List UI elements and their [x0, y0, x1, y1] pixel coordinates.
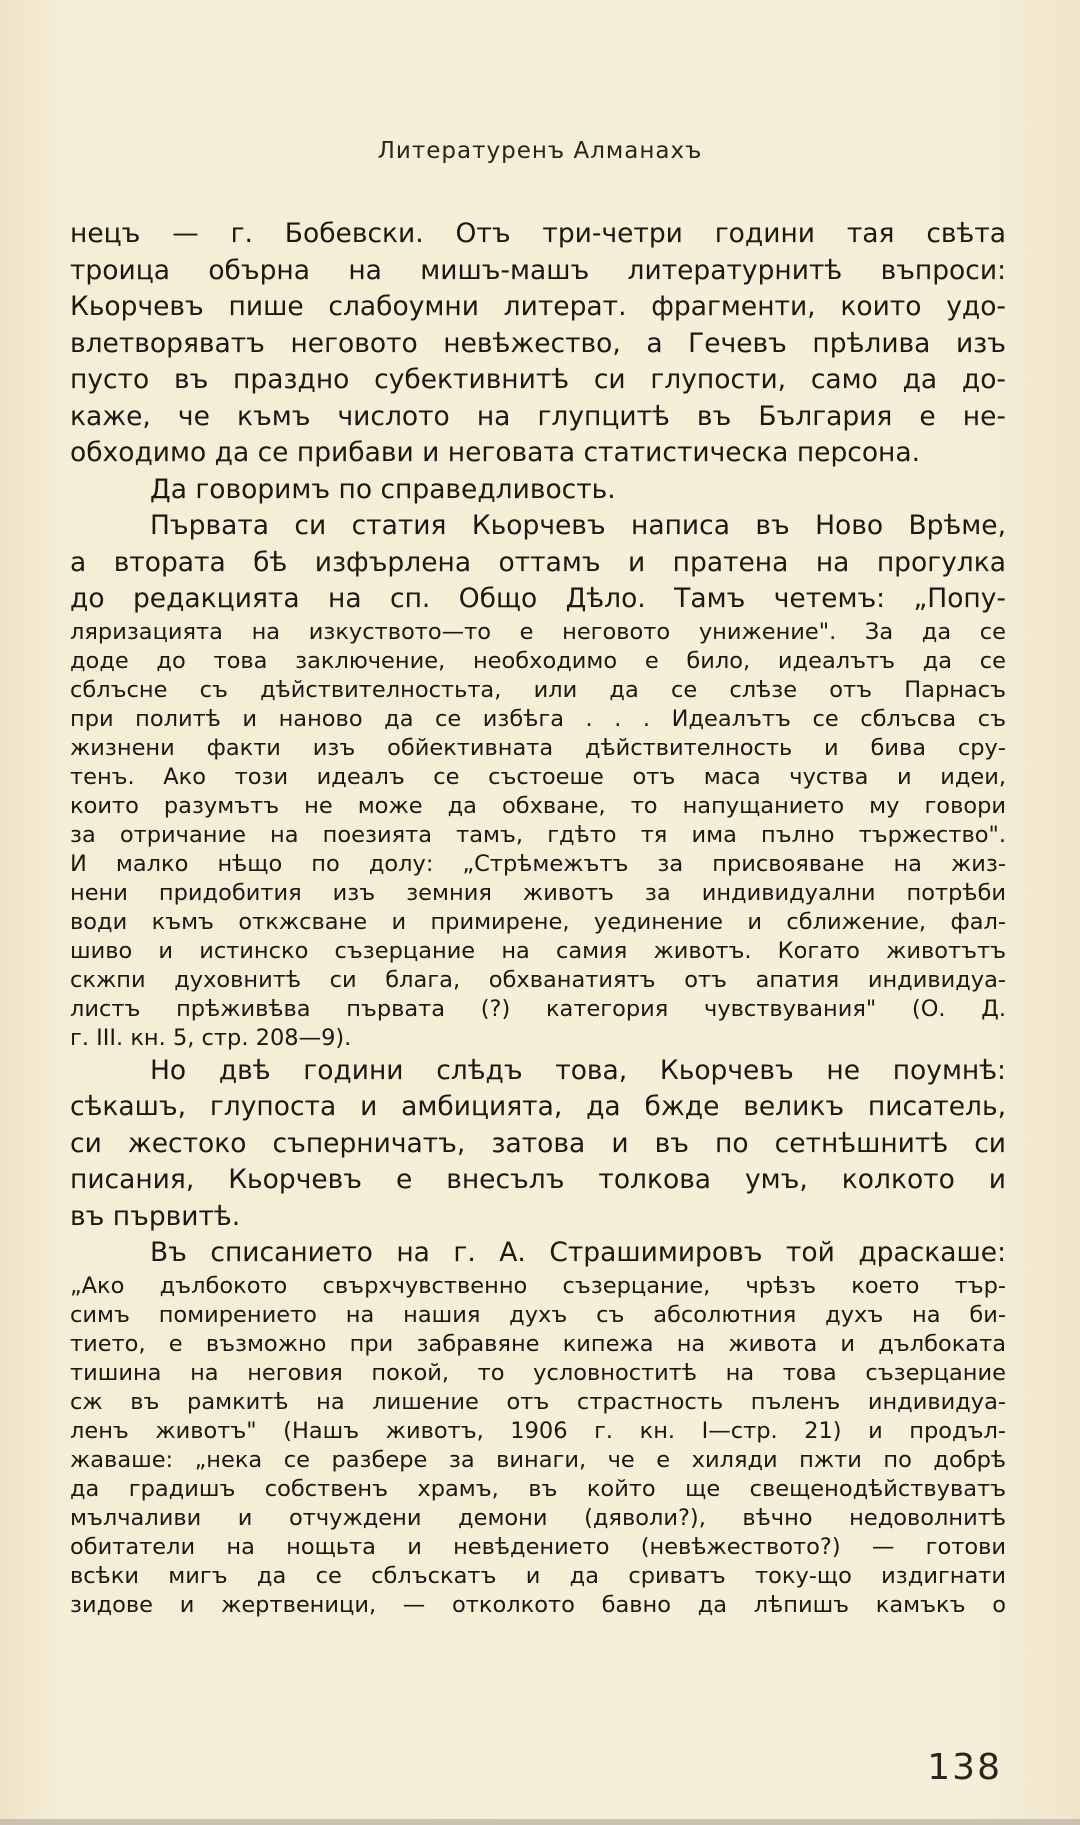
text-line: Първата си статия Кьорчевъ написа въ Ново Врѣме,: [150, 510, 1006, 541]
text-line: писания, Кьорчевъ е внесълъ толкова умъ, колкото и: [70, 1164, 1006, 1195]
quote-line: листъ прѣживѣва първата (?) категория чувствувания" (О. Д.: [70, 995, 1006, 1022]
quote-line: води къмъ откжсване и примирене, уединение и сближение, фал-: [70, 908, 1006, 935]
quote-line: за отричание на поезията тамъ, гдѣто тя има пълно тържество".: [70, 821, 1006, 848]
quote-line: жаваше: „нека се разбере за винаги, че е хиляди пжти по добрѣ: [70, 1446, 1006, 1473]
quote-line: обитатели на нощьта и невѣдението (невѣжеството?) — готови: [70, 1533, 1006, 1560]
text-line: нецъ — г. Бобевски. Отъ три-четри години тая свѣта: [70, 218, 1006, 249]
text-line: Кьорчевъ пише слабоумни литерат. фрагменти, които удо-: [70, 291, 1006, 322]
running-header: Литературенъ Алманахъ: [377, 138, 703, 164]
text-line: до редакцията на сп. Общо Дѣло. Тамъ четемъ: „Попу-: [70, 583, 1006, 614]
quote-line: всѣки мигъ да се сблъскатъ и да сриватъ току-що издигнати: [70, 1562, 1006, 1589]
text-line: троица обърна на мишъ-машъ литературнитѣ въпроси:: [70, 254, 1006, 286]
paragraph-1: [70, 216, 1006, 472]
quote-line: шиво и истинско съзерцание на самия животъ. Когато животътъ: [70, 937, 1006, 964]
quote-line: нени придобития изъ земния животъ за индивидуални потрѣби: [70, 879, 1006, 906]
text-line: Но двѣ години слѣдъ това, Кьорчевъ не поумнѣ:: [150, 1054, 1006, 1086]
text-line: Да говоримъ по справедливость.: [150, 473, 616, 505]
quote-block-1: [70, 618, 1006, 1053]
paragraph-2: [70, 472, 1006, 509]
quote-line: мълчаливи и отчуждени демони (дяволи?), вѣчно недоволнитѣ: [70, 1504, 1006, 1531]
quote-line: ленъ животъ" (Нашъ животъ, 1906 г. кн. I—стр. 21) и продъл-: [70, 1417, 1006, 1444]
text-line: обходимо да се прибави и неговата статистическа персона.: [70, 437, 921, 468]
quote-line: г. III. кн. 5, стр. 208—9).: [70, 1024, 352, 1051]
quote-line: тенъ. Ако този идеалъ се състоеше отъ маса чуства и идеи,: [70, 763, 1006, 790]
text-line: а втората бѣ изфърлена оттамъ и пратена на прогулка: [70, 546, 1006, 578]
text-line: сѣкашъ, глупоста и амбицията, да бжде великъ писатель,: [70, 1091, 1006, 1122]
quote-line: сблъсне съ дѣйствителностьта, или да се слѣзе отъ Парнасъ: [70, 676, 1006, 703]
quote-line: „Ако дълбокото свърхчувственно съзерцание, чрѣзъ което тър-: [70, 1272, 1006, 1299]
quote-line: които разумътъ не може да обхване, то напущанието му говори: [70, 792, 1006, 819]
paragraph-3: [70, 508, 1006, 618]
paragraph-4: [70, 1053, 1006, 1236]
quote-line: И малко нѣщо по долу: „Стрѣмежътъ за присвояване на жиз-: [70, 850, 1006, 877]
page-number: 138: [927, 1747, 1002, 1788]
quote-line: ляризацията на изкуството—то е неговото унижение". За да се: [70, 618, 1006, 645]
quote-line: доде до това заключение, необходимо е било, идеалътъ да се: [70, 647, 1006, 674]
quote-line: тието, е възможно при забравяне кипежа на живота и дълбоката: [70, 1330, 1006, 1357]
quote-line: при политѣ и наново да се избѣга . . . Идеалътъ се сблъсва съ: [70, 705, 1006, 732]
quote-line: тишина на неговия покой, то условноститѣ на това съзерцание: [70, 1359, 1006, 1386]
text-line: влетворяватъ неговото невѣжество, а Гечевъ прѣлива изъ: [70, 327, 1006, 359]
quote-line: симъ помирението на нашия духъ съ абсолютния духъ на би-: [70, 1301, 1006, 1328]
text-line: пусто въ праздно субективнитѣ си глупости, само да до-: [70, 364, 1006, 395]
text-line: си жестоко съперничатъ, затова и въ по сетнѣшнитѣ си: [70, 1127, 1006, 1159]
quote-line: скжпи духовнитѣ си блага, обхванатиятъ отъ апатия индивидуа-: [70, 966, 1006, 993]
page-edge-divider: [0, 1819, 1080, 1825]
text-line: въ първитѣ.: [70, 1200, 241, 1232]
body-text: [70, 216, 1006, 1620]
quote-line: зидове и жертвеници, — отколкото бавно да лѣпишъ камъкъ о: [70, 1591, 1006, 1618]
quote-line: да градишъ собственъ храмъ, въ който ще свещенодѣйствуватъ: [70, 1475, 1006, 1502]
quote-line: сж въ рамкитѣ на лишение отъ страстность пъленъ индивидуа-: [70, 1388, 1006, 1415]
text-line: каже, че къмъ числото на глупцитѣ въ България е не-: [70, 400, 1006, 432]
paragraph-5: [70, 1235, 1006, 1272]
quote-block-2: [70, 1272, 1006, 1620]
quote-line: жизнени факти изъ обйективната дѣйствителность и бива сру-: [70, 734, 1006, 761]
text-line: Въ списанието на г. А. Страшимировъ той драскаше:: [150, 1237, 1006, 1268]
